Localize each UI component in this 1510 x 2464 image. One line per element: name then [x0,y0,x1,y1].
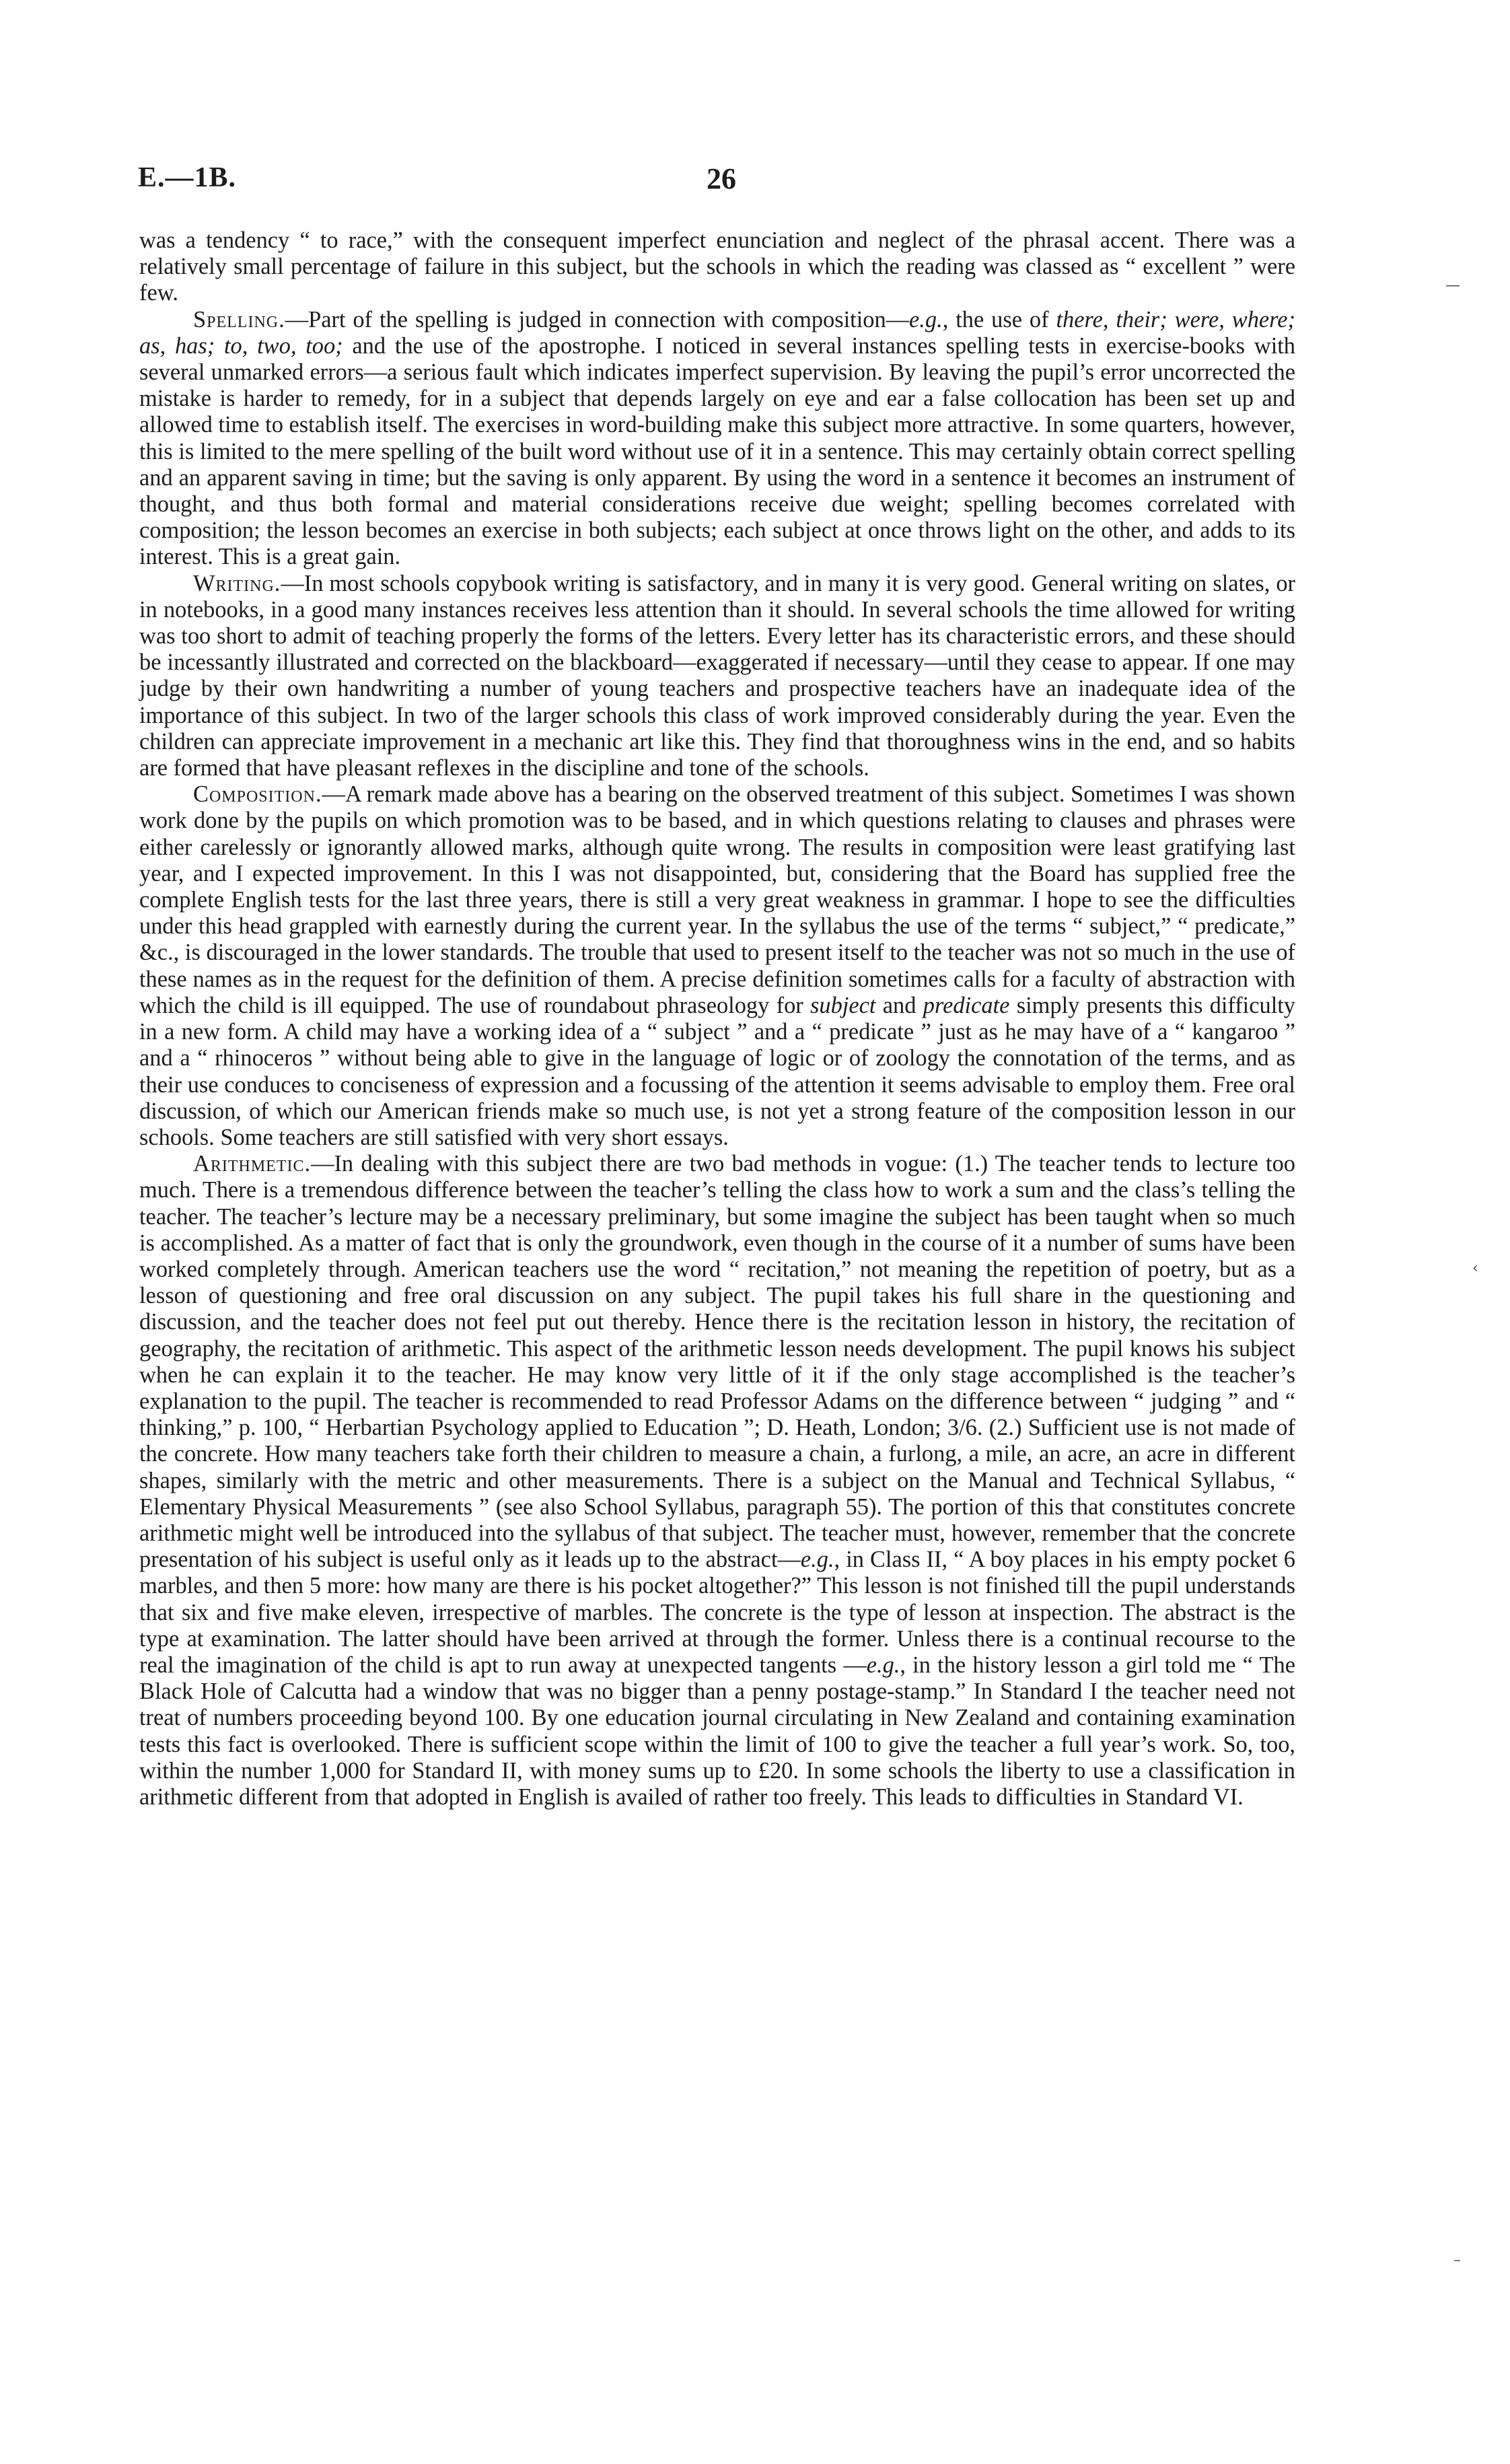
italic-text: predicate [923,992,1010,1018]
text-run: and the use of the apostrophe. I noticed in several instances spelling tests in exercise-books with several unmarked errors—a serious fault which indicates imperfect supervision. By leaving the pupil’s error uncorrected the mistake is harder to remedy, for in a subject that depends largely on eye and ear a false collocation has been set up and allowed time to establish itself. The exercises in word-building make this subject more attractive. In some quarters, however, this is limited to the mere spelling of the built word without use of it in a sentence. This may certainly obtain correct spelling and an apparent saving in time; but the saving is only apparent. By using the word in a sentence it becomes an instrument of thought, and thus both formal and material considerations receive due weight; spelling becomes correlated with composition; the lesson becomes an exercise in both subjects; each subject at once throws light on the other, and adds to its interest. This is a great gain. [139,332,1295,570]
section-heading: Arithmetic. [193,1151,312,1177]
document-reference: E.—1B. [138,162,237,193]
italic-text: subject [810,992,876,1018]
text-run: was a tendency “ to race,” with the consequent imperfect enunciation and neglect of the phrasal accent. There was a relatively small percentage of failure in this subject, but the schools in which the reading was classed as “ excellent ” were few. [139,227,1295,306]
italic-text: e.g. [909,306,943,332]
text-run: —In dealing with this subject there are two bad methods in vogue: (1.) The teacher tends to lecture too much. There is a tremendous difference between the teacher’s telling the class how to work a sum and the class’s telling the teacher. The teacher’s lecture may be a necessary preliminary, but some imagine the subject has been taught when so much is accomplished. As a matter of fact that is only the groundwork, even though in the course of it a number of sums have been worked completely through. American teachers use the word “ recitation,” not meaning the repetition of poetry, but as a lesson of questioning and free oral discussion on any subject. The pupil takes his full share in the questioning and discussion, and the teacher does not feel put out thereby. Hence there is the recitation lesson in history, the recitation of geography, the recitation of arithmetic. This aspect of the arithmetic lesson needs development. The pupil knows his subject when he can explain it to the teacher. He may know very little of it if the only stage accomplished is the teacher’s explanation to the pupil. The teacher is recommended to read Professor Adams on the difference between “ judging ” and “ thinking,” p. 100, “ Herbartian Psychology applied to Education ”; D. Heath, London; 3/6. (2.) Sufficient use is not made of the concrete. How many teachers take forth their children to measure a chain, a furlong, a mile, an acre, an acre in different shapes, similarly with the metric and other measurements. There is a subject on the Manual and Technical Syllabus, “ Elementary Physical Measurements ” (see also School Syllabus, paragraph 55). The portion of this that constitutes concrete arithmetic might well be introduced into the syllabus of that subject. The teacher must, however, remember that the concrete presentation of his subject is useful only as it leads up to the abstract— [139,1151,1295,1573]
body-text [139,227,1295,1810]
text-run: simply presents this difficulty in a new form. A child may have a working idea of a “ subject ” and a “ predicate ” just as he may have of a “ kangaroo ” and a “ rhinoceros ” without being able to give in the language of logic or of zoology the connotation of the terms, and as their use conduces to conciseness of expression and a focussing of the attention it seems advisable to employ them. Free oral discussion, of which our American friends make so much use, is not yet a strong feature of the composition lesson in our schools. Some teachers are still satisfied with very short essays. [139,992,1296,1150]
paragraph [139,571,1295,782]
paragraph [139,1151,1295,1810]
text-run: , in Class II, “ A boy places in his empty pocket 6 marbles, and then 5 more: how many are there is his pocket altogether?” This lesson is not finished till the pupil understands that six and five make eleven, irrespective of marbles. The concrete is the type of lesson at inspection. The abstract is the type at examination. The latter should have been arrived at through the former. Unless there is a continual recourse to the real the imagination of the child is apt to run away at unexpected tangents — [139,1547,1295,1678]
text-run: , in the history lesson a girl told me “ The Black Hole of Calcutta had a window that was no bigger than a penny postage-stamp.” In Standard I the teacher need not treat of numbers proceeding beyond 100. By one education journal circulating in New Zealand and containing examination tests this fact is overlooked. There is sufficient scope within the limit of 100 to give the teacher a full year’s work. So, too, within the number 1,000 for Standard II, with money sums up to £20. In some schools the liberty to use a classification in arithmetic different from that adopted in English is availed of rather too freely. This leads to difficulties in Standard VI. [139,1652,1295,1810]
page-number: 26 [707,162,736,195]
paragraph [139,227,1295,307]
text-run: and [875,992,923,1018]
text-run: , the use of [942,306,1056,332]
section-heading: Spelling. [193,306,285,332]
margin-mark: – [1453,2252,1461,2269]
text-run: —Part of the spelling is judged in connection with composition— [285,306,910,332]
margin-mark: ‹ [1472,1260,1478,1277]
italic-text: e.g. [866,1652,900,1678]
text-run: —In most schools copybook writing is satisfactory, and in many it is very good. General writing on slates, or in notebooks, in a good many instances receives less attention than it should. In several schools the time allowed for writing was too short to admit of teaching properly the forms of the letters. Every letter has its characteristic errors, and these should be incessantly illustrated and corrected on the blackboard—exaggerated if necessary—until they cease to appear. If one may judge by their own handwriting a number of young teachers and prospective teachers have an inadequate idea of the importance of this subject. In two of the larger schools this class of work improved considerably during the year. Even the children can appreciate improvement in a mechanic art like this. They find that thoroughness wins in the end, and so habits are formed that have pleasant reflexes in the discipline and tone of the schools. [139,570,1295,781]
paragraph [139,307,1295,571]
margin-mark: — [1445,277,1460,294]
text-run: —A remark made above has a bearing on the observed treatment of this subject. Sometimes I was shown work done by the pupils on which promotion was to be based, and in which questions relating to clauses and phrases were either carelessly or ignorantly allowed marks, although quite wrong. The results in composition were least gratifying last year, and I expected improvement. In this I was not disappointed, but, considering that the Board has supplied free the complete English tests for the last three years, there is still a very great weakness in grammar. I hope to see the difficulties under this head grappled with earnestly during the current year. In the syllabus the use of the terms “ subject,” “ predicate,” &c., is discouraged in the lower standards. The trouble that used to present itself to the teacher was not so much in the use of these names as in the request for the definition of them. A precise definition sometimes calls for a faculty of abstraction with which the child is ill equipped. The use of roundabout phraseology for [139,781,1295,1018]
page-header [138,162,1305,202]
italic-text: e.g. [800,1547,834,1573]
italic-text: there, their; were, where; as, has; to, two, too; [139,306,1295,359]
section-heading: Composition. [193,781,322,808]
paragraph [139,781,1295,1151]
section-heading: Writing. [193,570,281,596]
